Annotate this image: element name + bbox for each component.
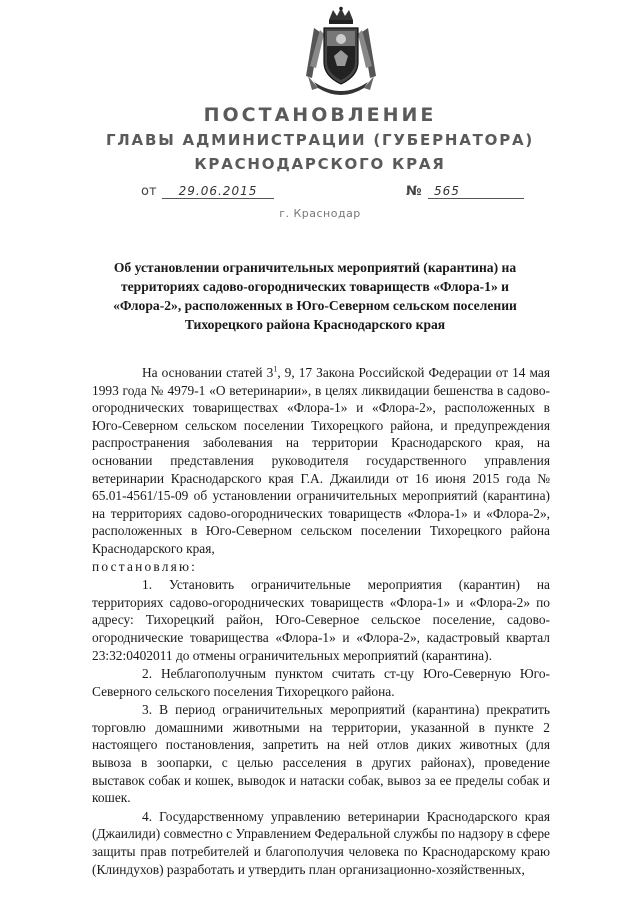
decree-word: постановляю: <box>92 558 198 574</box>
issuer-heading: ГЛАВЫ АДМИНИСТРАЦИИ (ГУБЕРНАТОРА) <box>105 131 535 149</box>
paragraph-preamble <box>92 364 550 575</box>
coat-of-arms-icon <box>300 6 382 100</box>
preamble-text-rest: , 9, 17 Закона Российской Федерации от 14 мая 1993 года № 4979-1 «О ветеринарии», в целях ликвидации бешенства в садово-огороднических товариществах «Флора-1» и «Флора-2», расположенных в Юго-Северном сельском поселении Тихорецкого района, и предупреждения распространения заболевания на территории Краснодарского края, на основании представления руководителя государственного управления ветеринарии Краснодарского края Г.А. Джаилиди от 16 июня 2015 года № 65.01-4561/15-09 об установлении ограничительных мероприятий (карантина) на территориях садово-огороднических товариществ «Флора-1» и «Флора-2», расположенных в Юго-Северном сельском поселении Тихорецкого района Краснодарского края, <box>92 365 550 556</box>
date-prefix-label: от <box>141 184 157 199</box>
document-title: Об установлении ограничительных мероприятий (карантина) на территориях садово-огороднических товариществ «Флора-1» и «Флора-2», расположенных в Юго-Северном сельском поселении Тихорецкого района Краснодарского края <box>113 260 517 332</box>
paragraph-item-4: 4. Государственному управлению ветеринарии Краснодарского края (Джаилиди) совместно с Управлением Федеральной службы по надзору в сфере защиты прав потребителей и благополучия человека по Краснодарскому краю (Клиндухов) разработать и утвердить план организационно-хозяйственных, <box>92 808 550 877</box>
paragraph-item-3: 3. В период ограничительных мероприятий (карантина) прекратить торговлю домашними животными на территории, указанной в пункте 2 настоящего постановления, запретить на ней отлов диких животных (для вывоза в зоопарки, с целью расселения в других районах), проведение выставок собак и кошек, выводок и натаски собак, вывоз за ее пределы собак и кошек. <box>92 702 550 806</box>
preamble-text-start: На основании статей 3 <box>142 365 274 380</box>
number-field: 565 <box>428 184 524 199</box>
document-type-heading: ПОСТАНОВЛЕНИЕ <box>203 104 437 126</box>
article-superscript: 1 <box>273 364 278 374</box>
region-heading: КРАСНОДАРСКОГО КРАЯ <box>194 155 446 173</box>
paragraph-item-2: 2. Неблагополучным пунктом считать ст-цу Юго-Северную Юго-Северного сельского поселения Тихорецкого района. <box>92 666 550 699</box>
date-field: 29.06.2015 <box>162 184 274 199</box>
document-body <box>92 364 550 878</box>
number-prefix-label: № <box>406 184 422 199</box>
city-label: г. Краснодар <box>279 207 361 220</box>
paragraph-item-1: 1. Установить ограничительные мероприятия (карантин) на территориях садово-огороднических товариществ «Флора-1» и «Флора-2» по адресу: Тихорецкий район, Юго-Северное сельское поселение, садово-огороднические товарищества «Флора-1» и «Флора-2», кадастровый квартал 23:32:0402011 до отмены ограничительных мероприятий (карантина). <box>92 577 550 663</box>
